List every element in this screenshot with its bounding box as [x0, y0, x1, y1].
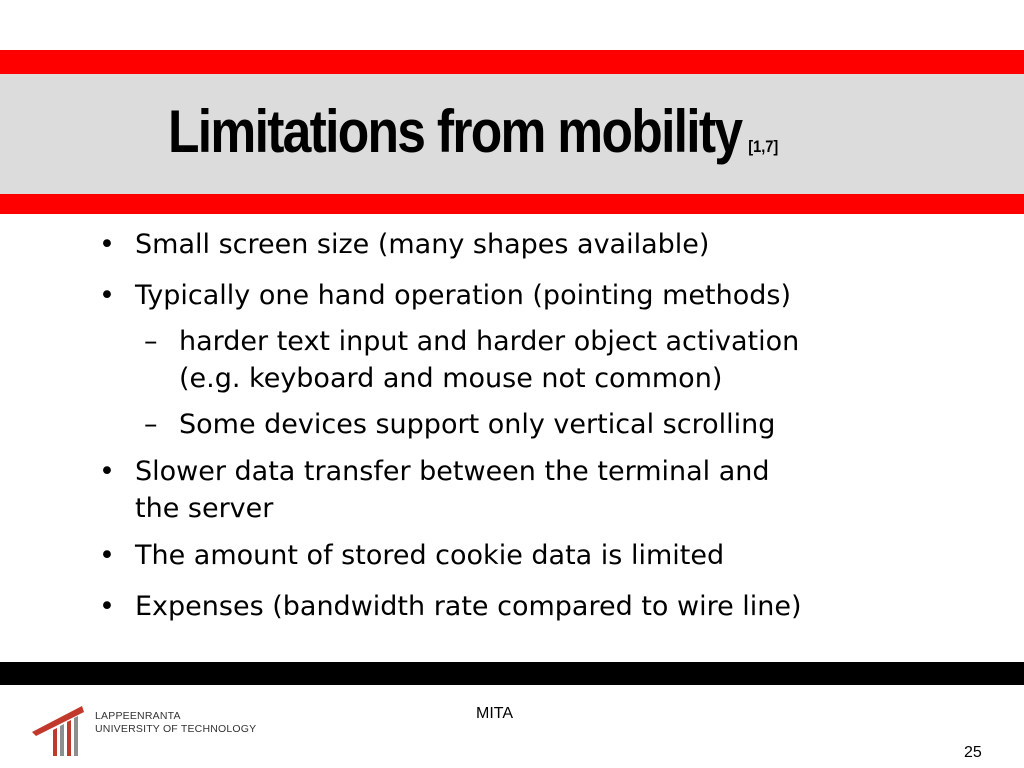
- bullet-text: The amount of stored cookie data is limited: [135, 540, 725, 571]
- bullet-text: Expenses (bandwidth rate compared to wire line): [135, 591, 802, 622]
- bullet-text: Typically one hand operation (pointing methods): [135, 280, 791, 311]
- list-item: [99, 277, 791, 314]
- bullet-marker: •: [99, 229, 115, 260]
- bullet-text: the server: [135, 493, 274, 524]
- slide-title-text: Limitations from mobility: [168, 98, 742, 165]
- logo-line-1: LAPPEENRANTA: [95, 710, 181, 722]
- bullet-marker: •: [99, 540, 115, 571]
- sub-bullet-marker: –: [144, 409, 158, 440]
- list-item: [144, 360, 722, 397]
- bullet-text: Slower data transfer between the terminal and: [135, 456, 770, 487]
- bullet-marker: •: [99, 591, 115, 622]
- list-item: [144, 323, 799, 360]
- university-logo: [30, 698, 260, 758]
- university-emblem-icon: [30, 698, 94, 758]
- bullet-text: Small screen size (many shapes available): [135, 229, 710, 260]
- footer-label: MITA: [476, 705, 514, 722]
- slide-title: [168, 96, 778, 183]
- sub-bullet-marker: –: [144, 326, 158, 357]
- list-item: [144, 406, 775, 443]
- sub-bullet-text: Some devices support only vertical scrolling: [179, 409, 776, 440]
- logo-line-2: UNIVERSITY OF TECHNOLOGY: [95, 723, 257, 735]
- bullet-marker: •: [99, 456, 115, 487]
- title-top-red-bar: [0, 50, 1024, 74]
- sub-bullet-text: (e.g. keyboard and mouse not common): [179, 363, 723, 394]
- footer-black-bar: [0, 662, 1024, 685]
- title-reference: [1,7]: [748, 137, 779, 156]
- sub-bullet-text: harder text input and harder object activation: [179, 326, 800, 357]
- list-item: [99, 226, 709, 263]
- list-item: [99, 453, 770, 490]
- title-bottom-red-bar: [0, 194, 1024, 214]
- page-number: 25: [964, 744, 982, 761]
- list-item: [99, 588, 802, 625]
- list-item: [99, 490, 273, 527]
- list-item: [99, 537, 724, 574]
- bullet-marker: •: [99, 280, 115, 311]
